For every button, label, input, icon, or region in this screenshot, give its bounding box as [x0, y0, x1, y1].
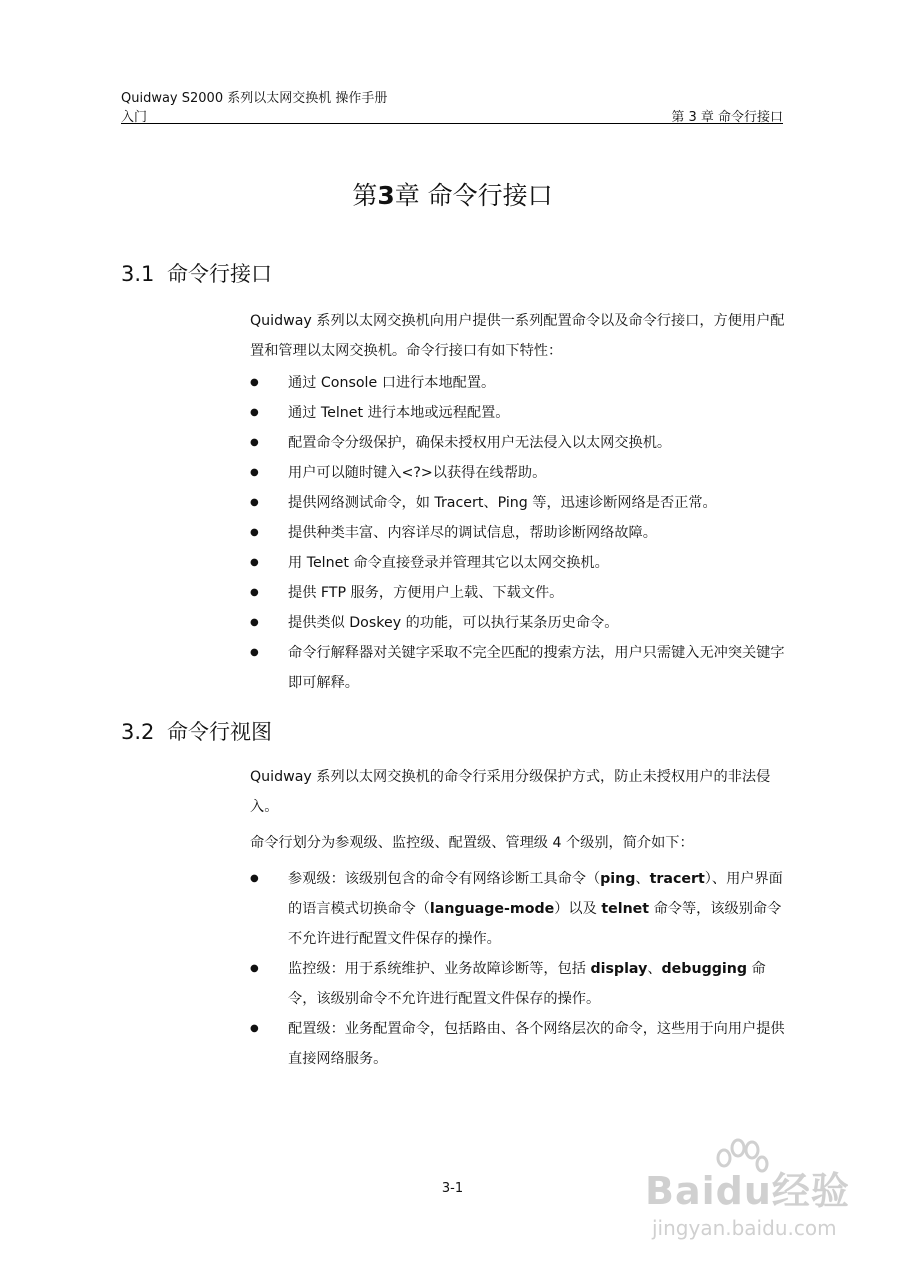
- list-item-visit-level: ● 参观级：该级别包含的命令有网络诊断工具命令（ping、tracert）、用户界面的语言模式切换命令（language-mode）以及 telnet 命令等，该级别命令不允许进行配置文件保存的操作。: [250, 864, 785, 954]
- list-item: ● 命令行解释器对关键字采取不完全匹配的搜索方法，用户只需键入无冲突关键字即可解释。: [250, 638, 785, 698]
- header-chapter: 第 3 章 命令行接口: [671, 110, 783, 125]
- section-number: 3.1: [121, 262, 155, 286]
- bullet-icon: ●: [250, 873, 259, 884]
- feature-list: [250, 368, 785, 698]
- header-doc-title: Quidway S2000 系列以太网交换机 操作手册: [121, 91, 388, 106]
- list-item: ● 提供网络测试命令，如 Tracert、Ping 等，迅速诊断网络是否正常。: [250, 488, 785, 518]
- page-number: 3-1: [441, 1181, 464, 1196]
- bullet-icon: ●: [250, 527, 259, 538]
- level-list: [250, 864, 785, 1074]
- section-3-2-para2: 命令行划分为参观级、监控级、配置级、管理级 4 个级别，简介如下：: [250, 835, 694, 851]
- bullet-icon: ●: [250, 437, 259, 448]
- list-item: ● 通过 Telnet 进行本地或远程配置。: [250, 398, 785, 428]
- list-item: ● 用 Telnet 命令直接登录并管理其它以太网交换机。: [250, 548, 785, 578]
- header-rule: [121, 123, 783, 124]
- watermark-logo: Baidu经验: [645, 1169, 850, 1213]
- list-item: ● 提供 FTP 服务，方便用户上载、下载文件。: [250, 578, 785, 608]
- bullet-icon: ●: [250, 963, 259, 974]
- section-3-2-para1: Quidway 系列以太网交换机的命令行采用分级保护方式，防止未授权用户的非法侵入。: [250, 769, 771, 815]
- bullet-icon: ●: [250, 617, 259, 628]
- section-3-1-intro: Quidway 系列以太网交换机向用户提供一系列配置命令以及命令行接口，方便用户配置和管理以太网交换机。命令行接口有如下特性：: [250, 313, 785, 359]
- section-title: 命令行视图: [167, 720, 272, 744]
- section-heading-3-2: [121, 716, 272, 746]
- list-item: ● 提供类似 Doskey 的功能，可以执行某条历史命令。: [250, 608, 785, 638]
- bullet-icon: ●: [250, 587, 259, 598]
- list-item: ● 配置命令分级保护，确保未授权用户无法侵入以太网交换机。: [250, 428, 785, 458]
- bullet-icon: ●: [250, 497, 259, 508]
- chapter-suffix: 章 命令行接口: [394, 181, 553, 210]
- list-item: ● 提供种类丰富、内容详尽的调试信息，帮助诊断网络故障。: [250, 518, 785, 548]
- list-item: ● 用户可以随时键入<?>以获得在线帮助。: [250, 458, 785, 488]
- bullet-icon: ●: [250, 377, 259, 388]
- bullet-icon: ●: [250, 467, 259, 478]
- list-item-monitor-level: ● 监控级：用于系统维护、业务故障诊断等，包括 display、debugging 命令，该级别命令不允许进行配置文件保存的操作。: [250, 954, 785, 1014]
- watermark-url: jingyan.baidu.com: [652, 1216, 837, 1240]
- header-section: 入门: [121, 110, 148, 125]
- chapter-number: 3: [377, 181, 395, 210]
- baidu-watermark: [640, 1138, 850, 1248]
- chapter-title: [0, 176, 905, 212]
- section-heading-3-1: [121, 258, 272, 288]
- bullet-icon: ●: [250, 647, 259, 658]
- section-number: 3.2: [121, 720, 155, 744]
- section-title: 命令行接口: [167, 262, 272, 286]
- list-item-config-level: ● 配置级：业务配置命令，包括路由、各个网络层次的命令，这些用于向用户提供直接网络服务。: [250, 1014, 785, 1074]
- bullet-icon: ●: [250, 407, 259, 418]
- bullet-icon: ●: [250, 557, 259, 568]
- list-item: ● 通过 Console 口进行本地配置。: [250, 368, 785, 398]
- bullet-icon: ●: [250, 1023, 259, 1034]
- chapter-prefix: 第: [352, 181, 378, 210]
